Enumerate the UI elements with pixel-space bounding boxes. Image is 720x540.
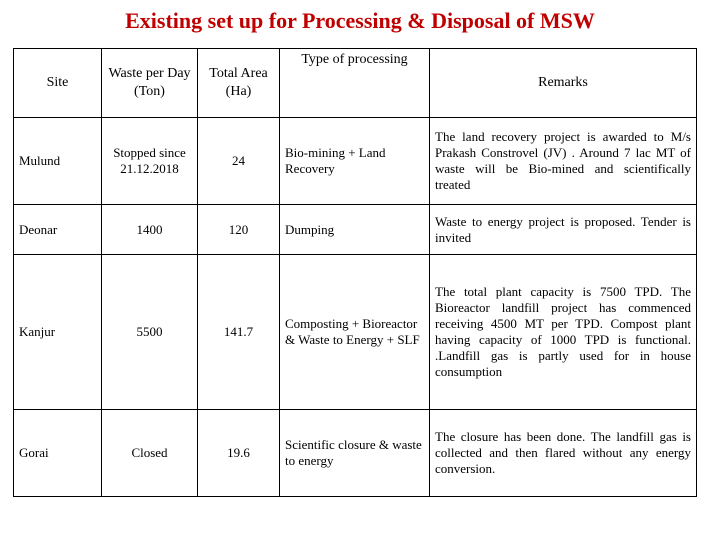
cell-area: 141.7: [198, 255, 280, 410]
cell-waste: Stopped since 21.12.2018: [102, 118, 198, 205]
cell-area: 120: [198, 205, 280, 255]
cell-type: Scientific closure & waste to energy: [280, 410, 430, 497]
cell-type: Composting + Bioreactor & Waste to Energy + SLF: [280, 255, 430, 410]
cell-waste: 1400: [102, 205, 198, 255]
table-row: [14, 205, 697, 255]
cell-area: 24: [198, 118, 280, 205]
cell-waste: Closed: [102, 410, 198, 497]
table-row: [14, 255, 697, 410]
cell-site: Mulund: [14, 118, 102, 205]
header-type-of-processing: Type of processing: [280, 49, 430, 118]
cell-type: Dumping: [280, 205, 430, 255]
cell-type: Bio-mining + Land Recovery: [280, 118, 430, 205]
cell-remarks: The land recovery project is awarded to M/s Prakash Constrovel (JV) . Around 7 lac MT of waste will be Bio-mined and scientifically treated: [430, 118, 697, 205]
table-row: [14, 118, 697, 205]
cell-remarks: Waste to energy project is proposed. Tender is invited: [430, 205, 697, 255]
header-row: [14, 49, 697, 118]
header-site: Site: [14, 49, 102, 118]
msw-table: [13, 48, 697, 497]
slide-title: Existing set up for Processing & Disposal of MSW: [125, 8, 595, 33]
header-remarks: Remarks: [430, 49, 697, 118]
cell-site: Deonar: [14, 205, 102, 255]
table-row: [14, 410, 697, 497]
cell-waste: 5500: [102, 255, 198, 410]
cell-site: Gorai: [14, 410, 102, 497]
cell-remarks: The total plant capacity is 7500 TPD. The Bioreactor landfill project has commenced receiving 4500 MT per TPD. Compost plant having capacity of 1000 TPD is functional. .Landfill gas is partly used for in house consumption: [430, 255, 697, 410]
header-waste-per-day: Waste per Day (Ton): [102, 49, 198, 118]
cell-site: Kanjur: [14, 255, 102, 410]
header-total-area: Total Area (Ha): [198, 49, 280, 118]
cell-area: 19.6: [198, 410, 280, 497]
cell-remarks: The closure has been done. The landfill gas is collected and then flared without any energy conversion.: [430, 410, 697, 497]
